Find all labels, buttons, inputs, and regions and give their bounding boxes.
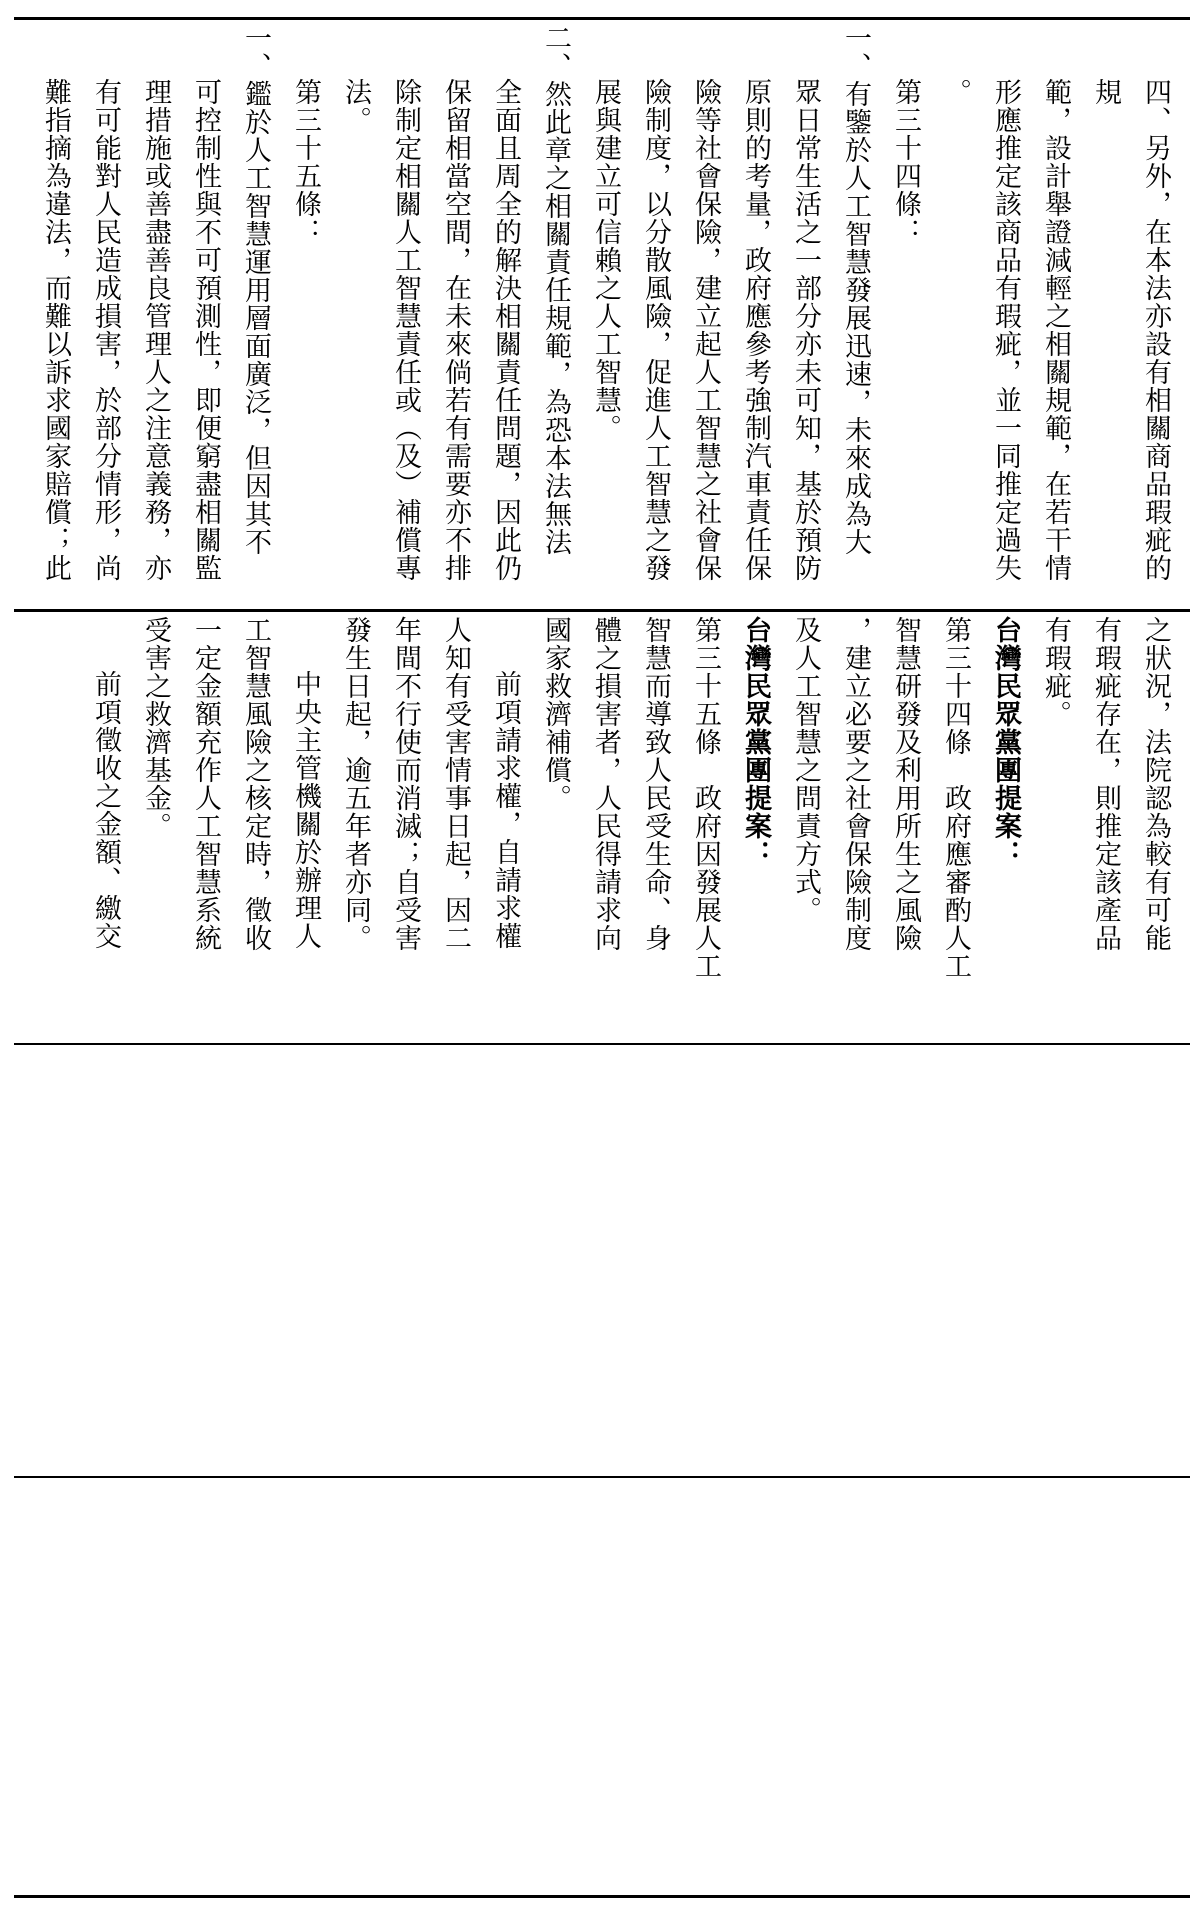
text-line: 除制定相關人工智慧責任或（及）補償專 xyxy=(390,78,421,582)
text-line: 全面且周全的解決相關責任問題，因此仍 xyxy=(490,78,521,582)
text-line: 有瑕疵存在，則推定該產品 xyxy=(1090,616,1121,952)
text-line: 二、然此章之相關責任規範，為恐本法無法 xyxy=(540,24,571,556)
text-line: 理措施或善盡善良管理人之注意義務，亦 xyxy=(140,78,171,582)
column-proposal xyxy=(10,616,1180,1036)
text-line: 前項徵收之金額、繳交 xyxy=(90,670,121,950)
text-line: 智慧研發及利用所生之風險 xyxy=(890,616,921,952)
text-line: 原則的考量，政府應參考強制汽車責任保 xyxy=(740,78,771,582)
text-line: 之狀況，法院認為較有可能 xyxy=(1140,616,1171,952)
column-rule xyxy=(14,1043,1190,1045)
text-line: 形應推定該商品有瑕疵，並一同推定過失 xyxy=(990,78,1021,582)
column-explanation xyxy=(10,24,1180,602)
text-line: 工智慧風險之核定時，徵收 xyxy=(240,616,271,952)
text-line: 第三十五條 政府因發展人工 xyxy=(690,616,721,980)
text-line: 有可能對人民造成損害，於部分情形，尚 xyxy=(90,78,121,582)
text-line: 國家救濟補償。 xyxy=(540,616,571,812)
text-line: 險等社會保險，建立起人工智慧之社會保 xyxy=(690,78,721,582)
column-rule xyxy=(14,1476,1190,1478)
text-line: 及人工智慧之問責方式。 xyxy=(790,616,821,924)
article-heading: 第三十五條： xyxy=(290,78,321,246)
text-line: 可控制性與不可預測性，即便窮盡相關監 xyxy=(190,78,221,582)
text-line: 展與建立可信賴之人工智慧。 xyxy=(590,78,621,442)
text-line: 難指摘為違法，而難以訴求國家賠償；此 xyxy=(40,78,71,582)
column-empty xyxy=(10,1483,1180,1888)
text-line: 一定金額充作人工智慧系統 xyxy=(190,616,221,952)
bottom-rule xyxy=(14,1895,1190,1898)
text-line: 四、另外，在本法亦設有相關商品瑕疵的規 xyxy=(1090,78,1171,582)
text-line: 中央主管機關於辦理人 xyxy=(290,670,321,950)
text-line: 範，設計舉證減輕之相關規範，在若干情 xyxy=(1040,78,1071,582)
text-line: 人知有受害情事日起，因二 xyxy=(440,616,471,952)
text-line: 眾日常生活之一部分亦未可知，基於預防 xyxy=(790,78,821,582)
text-line: 第三十四條 政府應審酌人工 xyxy=(940,616,971,980)
text-line: 保留相當空間，在未來倘若有需要亦不排 xyxy=(440,78,471,582)
column-rule xyxy=(14,609,1190,612)
top-rule xyxy=(14,17,1190,20)
text-line: 一、有鑒於人工智慧發展迅速，未來成為大 xyxy=(840,24,871,556)
text-line: 一、鑑於人工智慧運用層面廣泛，但因其不 xyxy=(240,24,271,556)
proposal-heading: 台灣民眾黨團提案： xyxy=(990,616,1021,868)
article-heading: 第三十四條： xyxy=(890,78,921,246)
text-line: 法。 xyxy=(340,78,371,134)
text-line: 發生日起，逾五年者亦同。 xyxy=(340,616,371,952)
text-line: 。 xyxy=(940,78,971,106)
text-line: 險制度，以分散風險，促進人工智慧之發 xyxy=(640,78,671,582)
text-line: 智慧而導致人民受生命、身 xyxy=(640,616,671,952)
column-empty xyxy=(10,1050,1180,1470)
text-line: 年間不行使而消滅；自受害 xyxy=(390,616,421,952)
text-line: 體之損害者，人民得請求向 xyxy=(590,616,621,952)
text-line: ，建立必要之社會保險制度 xyxy=(840,616,871,952)
text-line: 受害之救濟基金。 xyxy=(140,616,171,840)
text-line: 前項請求權，自請求權 xyxy=(490,670,521,950)
proposal-heading: 台灣民眾黨團提案： xyxy=(740,616,771,868)
text-line: 有瑕疵。 xyxy=(1040,616,1071,728)
